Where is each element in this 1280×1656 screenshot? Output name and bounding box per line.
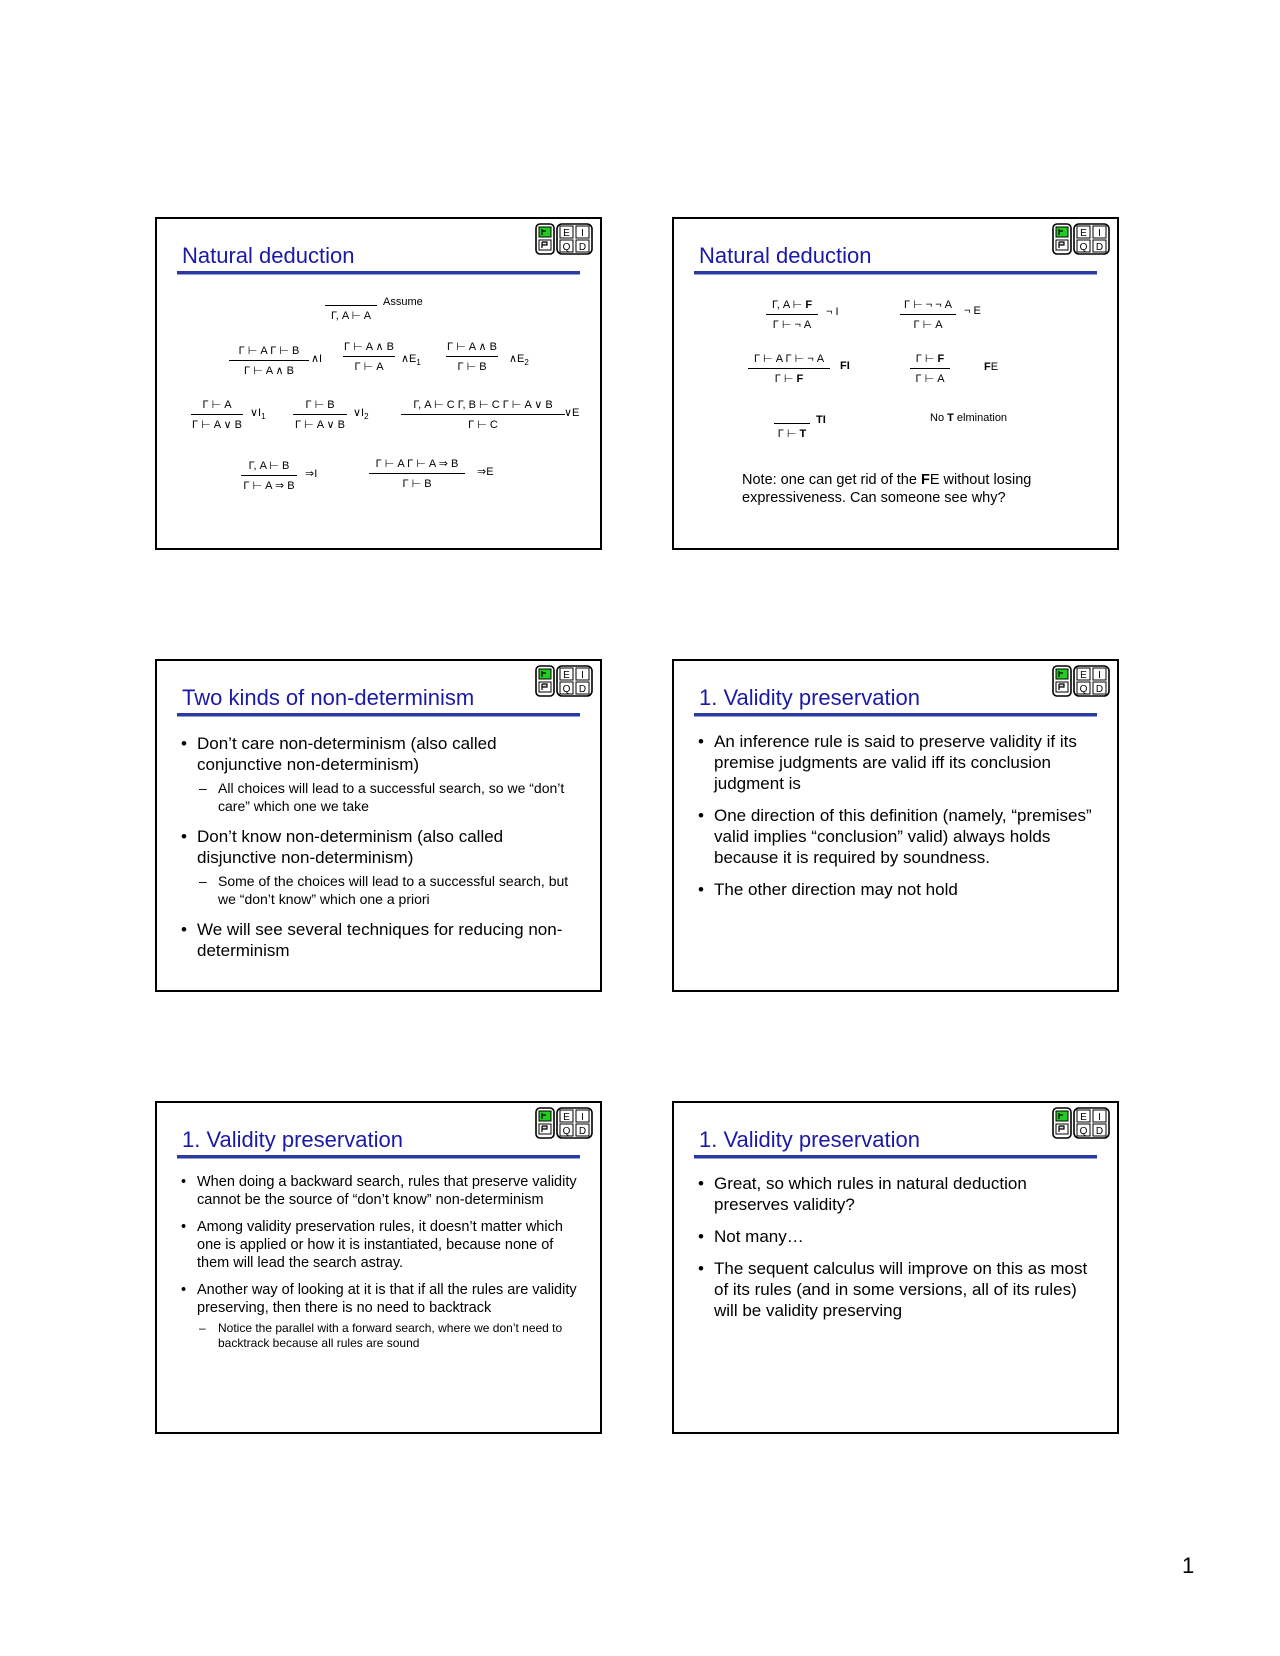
svg-text:E: E — [1080, 228, 1087, 239]
slide-two-kinds-nondeterminism — [155, 659, 602, 992]
svg-text:D: D — [1095, 242, 1104, 253]
rule-implies-intro: Γ, A ⊢ B Γ ⊢ A ⇒ B — [241, 460, 297, 492]
rule-or-intro-1: Γ ⊢ A Γ ⊢ A ∨ B — [192, 399, 242, 431]
title-underline — [694, 713, 1097, 717]
svg-text:I: I — [1098, 670, 1101, 681]
rule-and-intro: Γ ⊢ A Γ ⊢ B Γ ⊢ A ∧ B — [229, 345, 309, 377]
rule-implies-elim: Γ ⊢ A Γ ⊢ A ⇒ B Γ ⊢ B — [369, 458, 465, 490]
slide-title: Natural deduction — [699, 243, 872, 268]
no-true-elimination: No T elmination — [930, 412, 1008, 424]
title-underline — [694, 271, 1097, 275]
rule-neg-elim-label: ¬ E — [964, 305, 981, 317]
slide-validity-preservation-1 — [672, 659, 1119, 992]
rule-false-elim: Γ ⊢ F Γ ⊢ A — [910, 353, 950, 385]
eiqd-logo-icon — [1052, 1107, 1110, 1139]
rule-or-elim: Γ, A ⊢ C Γ, B ⊢ C Γ ⊢ A ∨ B Γ ⊢ C — [401, 399, 565, 431]
sub-bullet: – All choices will lead to a successful search, so we “don’t care” which one we take — [197, 779, 586, 815]
rule-and-elim-2-label: $\wedge E_2$ — [509, 353, 529, 368]
rule-assume-label: Assume — [383, 296, 423, 308]
svg-text:I: I — [581, 228, 584, 239]
svg-text:D: D — [1095, 1126, 1104, 1137]
bullet: • Not many… — [696, 1226, 1103, 1247]
slide-note: Note: one can get rid of the FE without losing expressiveness. Can someone see why? — [742, 472, 1032, 506]
rule-implies-intro-label: ⇒I — [305, 468, 318, 480]
svg-text:Q: Q — [1079, 242, 1088, 253]
bullet: • Among validity preservation rules, it doesn’t matter which one is applied or how it is instantiated, because none of them will lead the search astray. — [179, 1218, 586, 1272]
page-number: 1 — [1182, 1553, 1195, 1578]
svg-text:E: E — [563, 1112, 570, 1123]
svg-text:E: E — [1080, 1112, 1087, 1123]
svg-text:D: D — [578, 1126, 587, 1137]
rule-true-intro-label: TI — [816, 414, 826, 426]
bullet: • Don’t know non-determinism (also called disjunctive non-determinism) – Some of the choices will lead to a successful search, but we “don’t know” which one a priori — [179, 826, 586, 908]
rule-and-elim-1: Γ ⊢ A ∧ B Γ ⊢ A — [344, 341, 394, 373]
bullet: • The sequent calculus will improve on this as most of its rules (and in some versions, all of its rules) will be validity preserving — [696, 1258, 1103, 1321]
rule-or-intro-2-label: $\vee I_2$ — [353, 407, 369, 422]
svg-text:I: I — [1098, 228, 1101, 239]
slide-validity-preservation-3 — [672, 1101, 1119, 1434]
slide-content — [696, 731, 1103, 911]
eiqd-logo-icon — [535, 1107, 593, 1139]
slide-validity-preservation-2 — [155, 1101, 602, 1434]
slide-natural-deduction-2 — [672, 217, 1119, 550]
svg-text:D: D — [578, 242, 587, 253]
sub-bullet: – Notice the parallel with a forward search, where we don’t need to backtrack because all rules are sound — [197, 1321, 586, 1351]
rule-and-intro-label: ∧I — [311, 353, 323, 365]
title-underline — [694, 1155, 1097, 1159]
rule-implies-elim-label: ⇒E — [477, 466, 494, 478]
rule-or-intro-2: Γ ⊢ B Γ ⊢ A ∨ B — [293, 399, 347, 431]
svg-text:Q: Q — [562, 1126, 571, 1137]
bullet: • The other direction may not hold — [696, 879, 1103, 900]
bullet: • Another way of looking at it is that if all the rules are validity preserving, then there is no need to backtrack – Notice the parallel with a forward search, where we don’t need to backtrack because all rules are sound — [179, 1281, 586, 1351]
bullet: • One direction of this definition (namely, “premises” valid implies “conclusion” valid) always holds because it is required by soundness. — [696, 805, 1103, 868]
svg-text:Q: Q — [562, 684, 571, 695]
svg-text:Q: Q — [1079, 684, 1088, 695]
rule-and-elim-1-label: $\wedge E_1$ — [401, 353, 421, 368]
svg-text:I: I — [581, 1112, 584, 1123]
eiqd-logo-icon — [1052, 665, 1110, 697]
rule-and-elim-2: Γ ⊢ A ∧ B Γ ⊢ B — [447, 341, 497, 373]
rule-false-intro-label: FI — [840, 360, 850, 372]
svg-text:Q: Q — [562, 242, 571, 253]
slide-natural-deduction-1 — [155, 217, 602, 550]
slide-title: 1. Validity preservation — [699, 685, 920, 710]
bullet: • We will see several techniques for reducing non-determinism — [179, 919, 586, 961]
rule-neg-intro-label: ¬ I — [826, 306, 839, 318]
title-underline — [177, 1155, 580, 1159]
rule-true-intro: Γ ⊢ T — [774, 408, 810, 440]
slide-content — [696, 1173, 1103, 1332]
svg-text:I: I — [581, 670, 584, 681]
svg-text:D: D — [1095, 684, 1104, 695]
rule-or-elim-label: ∨E — [564, 407, 580, 419]
eiqd-logo-icon — [1052, 223, 1110, 255]
slide-title: Two kinds of non-determinism — [182, 685, 475, 710]
svg-text:E: E — [563, 228, 570, 239]
rule-neg-intro: Γ, A ⊢ F Γ ⊢ ¬ A — [766, 299, 818, 331]
rule-false-intro: Γ ⊢ A Γ ⊢ ¬ A Γ ⊢ F — [748, 353, 830, 385]
bullet: • When doing a backward search, rules that preserve validity cannot be the source of “don’t know” non-determinism — [179, 1173, 586, 1209]
slide-title: Natural deduction — [182, 243, 355, 268]
sub-bullet: – Some of the choices will lead to a successful search, but we “don’t know” which one a priori — [197, 872, 586, 908]
svg-text:Q: Q — [1079, 1126, 1088, 1137]
svg-text:I: I — [1098, 1112, 1101, 1123]
eiqd-logo-icon — [535, 665, 593, 697]
bullet: • Don’t care non-determinism (also called conjunctive non-determinism) – All choices will lead to a successful search, so we “don’t care” which one we take — [179, 733, 586, 815]
slide-title: 1. Validity preservation — [182, 1127, 403, 1152]
bullet: • Great, so which rules in natural deduction preserves validity? — [696, 1173, 1103, 1215]
slide-title: 1. Validity preservation — [699, 1127, 920, 1152]
title-underline — [177, 713, 580, 717]
rule-or-intro-1-label: $\vee I_1$ — [250, 407, 266, 422]
title-underline — [177, 271, 580, 275]
rule-neg-elim: Γ ⊢ ¬ ¬ A Γ ⊢ A — [900, 299, 956, 331]
eiqd-logo-icon — [535, 223, 593, 255]
svg-text:E: E — [1080, 670, 1087, 681]
slide-content — [179, 1173, 586, 1360]
bullet: • An inference rule is said to preserve validity if its premise judgments are valid iff its conclusion judgment is — [696, 731, 1103, 794]
rule-assume: Γ, A ⊢ A — [325, 302, 377, 322]
rule-false-elim-label: FE — [984, 361, 999, 373]
svg-text:E: E — [563, 670, 570, 681]
slide-content — [179, 733, 586, 972]
svg-text:D: D — [578, 684, 587, 695]
